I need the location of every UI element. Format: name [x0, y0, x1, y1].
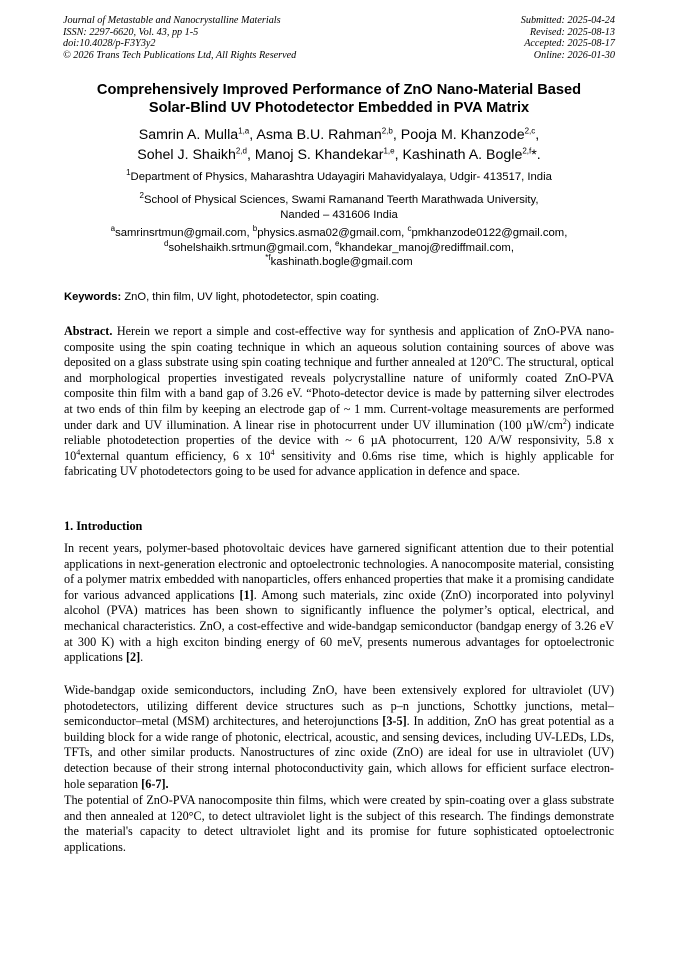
paragraph-text: Wide-bandgap oxide semiconductors, including ZnO, have been extensively explored for ultraviolet (UV) photodetectors, utilizing different device structures such as p–n junctions, Schottky junctions, metal–semiconductor–metal (MSM) architectures, and heterojunctions [64, 683, 614, 729]
author-list [40, 125, 638, 165]
keywords-text: ZnO, thin film, UV light, photodetector, spin coating. [124, 291, 380, 303]
affiliation-2 [40, 193, 638, 222]
journal-issn: ISSN: 2297-6620, Vol. 43, pp 1-5 [63, 26, 199, 38]
citation-link[interactable]: [1] [239, 587, 254, 602]
affiliation-text: Department of Physics, Maharashtra Udayagiri Mahavidyalaya, Udgir- 413517, India [130, 171, 552, 183]
email-link[interactable]: physics.asma02@gmail.com [257, 227, 402, 239]
author-name: Kashinath A. Bogle [402, 147, 523, 163]
author-separator: , [246, 147, 255, 163]
email-mark: e [335, 238, 340, 248]
abstract-text: external quantum efficiency, 6 x 10 [80, 448, 271, 463]
email-link[interactable]: khandekar_manoj@rediffmail.com [339, 241, 511, 254]
superscript: 4 [270, 447, 275, 457]
email-link[interactable]: samrinsrtmun@gmail.com [115, 227, 247, 239]
paragraph-text: In recent years, polymer-based photovoltaic devices have garnered significant attention due to their potential applications in next-generation electronic and optoelectronic technologies. A nanocomposite material, consisting of a polymer matrix embedded with nanoparticles, offers enhanced properties that make it a promising candidate for various advanced applications [64, 541, 614, 602]
citation-link[interactable]: [6-7]. [141, 776, 169, 791]
date-submitted: Submitted: 2025-04-24 [520, 15, 615, 26]
author-affiliation-mark: 2,b [381, 126, 393, 136]
journal-doi[interactable]: doi:10.4028/p-F3Y3y2 [63, 38, 156, 50]
affiliation-text: Nanded – 431606 India [280, 208, 398, 221]
email-link[interactable]: sohelshaikh.srtmun@gmail.com [168, 241, 329, 254]
author-line-1 [40, 125, 638, 145]
journal-header-left [63, 15, 296, 61]
author-line-2 [40, 145, 638, 165]
author-name: Sohel J. Shaikh [137, 147, 236, 163]
author-affiliation-mark: 2,f [522, 146, 532, 156]
author-affiliation-mark: 1,e [383, 146, 395, 156]
abstract-label: Abstract. [64, 324, 113, 338]
author-separator: , [394, 147, 403, 163]
body-paragraph [64, 541, 614, 666]
email-link[interactable]: kashinath.bogle@gmail.com [270, 256, 413, 268]
journal-header-right [521, 15, 615, 61]
body-paragraph [64, 683, 614, 792]
email-mark: b [252, 224, 258, 234]
affiliation-text: School of Physical Sciences, Swami Ramanand Teerth Marathwada University, [143, 194, 539, 206]
author-name: Manoj S. Khandekar [254, 147, 384, 163]
author-affiliation-mark: 1,a [238, 126, 250, 136]
paragraph-text: . [140, 650, 144, 665]
section-heading-introduction: 1. Introduction [64, 519, 143, 533]
author-separator: *. [531, 147, 541, 163]
abstract [64, 324, 614, 480]
abstract-text: C. The structural, optical and morphological properties investigated reveals polycrystalline nature of uniformly coated ZnO-PVA composite thin film with a band gap of 3.26 eV. “Photo-detector device is made by patterning silver electrodes at two ends of thin film by keeping an electrode gap of ~ 1 mm. Current-voltage measurements are performed under dark and UV illumination. A linear rise in photocurrent under UV illumination (100 µW/cm [64, 355, 614, 432]
title-line-2: Solar-Blind UV Photodetector Embedded in PVA Matrix [148, 100, 530, 116]
superscript: 2 [562, 416, 567, 426]
keywords-label: Keywords: [64, 291, 122, 303]
citation-link[interactable]: [3-5] [382, 714, 407, 729]
date-online: Online: 2026-01-30 [533, 49, 615, 61]
paper-title [40, 81, 638, 117]
abstract-text: Herein we report a simple and cost-effective way for synthesis and application of ZnO-PVA nano- composite using the spin coating technique in which an aqueous solution containing sources of above was deposited on a glass substrate using spin coating technique and further annealed at 120 [64, 324, 615, 370]
author-name: Asma B.U. Rahman [256, 127, 382, 143]
abstract-text: sensitivity and 0.6ms rise time, which is highly applicable for fabricating UV photodetectors going to be used for advance application in defence and space. [64, 448, 614, 479]
author-separator: , [249, 127, 257, 143]
affiliation-mark: 1 [126, 168, 131, 178]
author-emails: $^a$samrinsrtmun@gmail.com, $^b$physics.asma02@gmail.com, $^c$pmkhanzode0122@gmail.com, $^d$sohelshaikh.srtmun@gmail.com, $^e$khandekar_manoj@rediffmail.com, $^{*f}$kashinath.bogle@gmail.com [110, 224, 568, 268]
email-mark: d [164, 238, 169, 248]
author-affiliation-mark: 2,c [524, 126, 536, 136]
email-link[interactable]: pmkhanzode0122@gmail.com [411, 227, 565, 239]
paragraph-text: . Among such materials, zinc oxide (ZnO) incorporated into polyvinyl alcohol (PVA) matrices has been shown to significantly influence the polymer’s optical, electrical, and mechanical characteristics. ZnO, a cost-effective and wide-bandgap semiconductor (bandgap energy of 3.26 eV at 300 K) with a high exciton binding energy of 60 meV, presents numerous advantages for optoelectronic applications [64, 587, 614, 665]
email-mark: c [407, 224, 412, 234]
email-mark: *f [265, 253, 271, 263]
body-paragraph: The potential of ZnO-PVA nanocomposite thin films, which were created by spin-coating over a glass substrate and then annealed at 120°C, to detect ultraviolet light is the subject of this research. The findings demonstrate the material's capacity to detect ultraviolet light and its promise for future sophisticated optoelectronic applications. [64, 793, 614, 854]
citation-link[interactable]: [2] [125, 650, 141, 665]
date-accepted: Accepted: 2025-08-17 [524, 38, 615, 50]
affiliation-mark: 2 [139, 191, 144, 201]
author-separator: , [392, 127, 401, 143]
degree-mark: o [488, 354, 493, 364]
author-name: Samrin A. Mulla [138, 127, 239, 143]
email-mark: a [110, 224, 116, 234]
author-separator: , [535, 127, 540, 143]
journal-copyright: © 2026 Trans Tech Publications Ltd, All Rights Reserved [63, 49, 297, 61]
abstract-text: ) indicate reliable photodetection properties of the device with ~ 6 µA photocurrent, 120 A/W responsivity, 5.8 x 10 [64, 417, 614, 463]
author-affiliation-mark: 2,d [235, 146, 247, 156]
affiliation-1 [40, 170, 638, 185]
date-revised: Revised: 2025-08-13 [529, 26, 615, 38]
journal-name: Journal of Metastable and Nanocrystalline Materials [63, 15, 281, 26]
title-line-1: Comprehensively Improved Performance of ZnO Nano-Material Based [96, 82, 582, 98]
keywords [64, 290, 624, 304]
author-name: Pooja M. Khanzode [400, 127, 525, 143]
superscript: 4 [76, 447, 81, 457]
paragraph-text: . In addition, ZnO has great potential as a building block for a wide range of photonic, electrical, acoustic, and sensing devices, including UV-LEDs, LDs, TFTs, and other similar products. Nanostructures of zinc oxide (ZnO) are ideal for use in ultraviolet (UV) detection because of their strong internal photoconductivity gain, which allows for efficient surface electron-hole separation [64, 714, 614, 791]
